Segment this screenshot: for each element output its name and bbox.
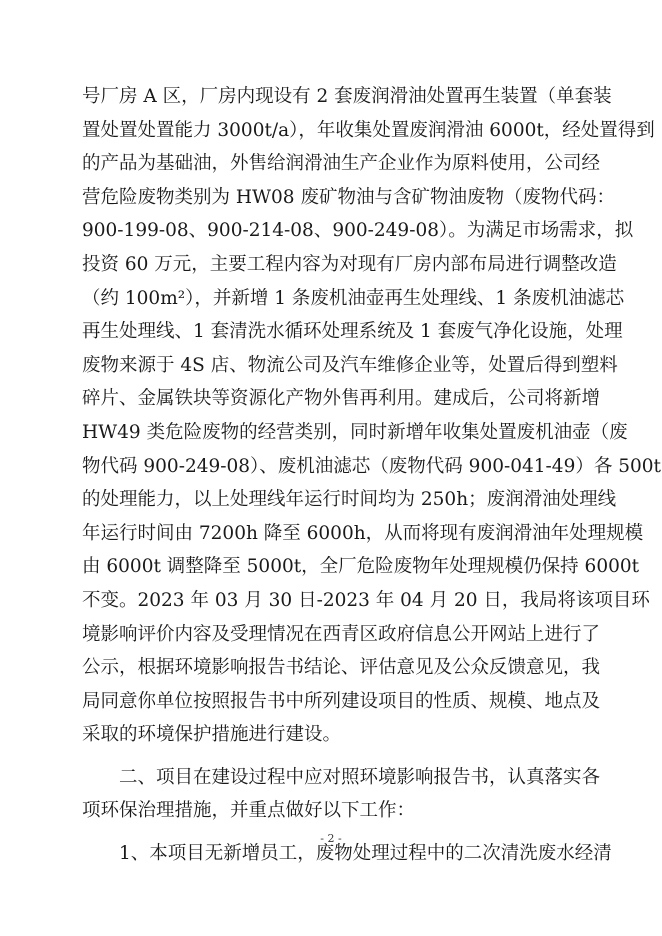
paragraph-spacer — [82, 752, 582, 761]
text-line: 二、项目在建设过程中应对照环境影响报告书，认真落实各 — [119, 766, 601, 788]
text-line: 的产品为基础油，外售给润滑油生产企业作为原料使用，公司经 — [82, 153, 601, 175]
text-line: 项环保治理措施，并重点做好以下工作： — [82, 800, 416, 822]
text-line: 碎片、金属铁块等资源化产物外售再利用。建成后，公司将新增 — [82, 388, 601, 410]
paragraph-section-two — [82, 761, 601, 828]
text-line: 年运行时间由 7200h 降至 6000h，从而将现有废润滑油年处理规模 — [82, 522, 644, 544]
text-line: 置处置处置能力 3000t/a），年收集处置废润滑油 6000t，经处置得到 — [82, 119, 655, 141]
text-line: HW49 类危险废物的经营类别，同时新增年收集处置废机油壶（废 — [82, 421, 628, 443]
text-line: 采取的环境保护措施进行建设。 — [82, 724, 342, 746]
text-line: 境影响评价内容及受理情况在西青区政府信息公开网站上进行了 — [82, 623, 601, 645]
text-line: 900-199-08、900-214-08、900-249-08）。为满足市场需求，拟 — [82, 220, 634, 242]
text-line: 局同意你单位按照报告书中所列建设项目的性质、规模、地点及 — [82, 690, 601, 712]
text-line: 废物来源于 4S 店、物流公司及汽车维修企业等，处置后得到塑料 — [82, 354, 618, 376]
text-line: 再生处理线、1 套清洗水循环处理系统及 1 套废气净化设施，处理 — [82, 321, 623, 343]
text-line: 物代码 900-249-08）、废机油滤芯（废物代码 900-041-49）各 500t — [82, 455, 661, 477]
text-line: 的处理能力，以上处理线年运行时间均为 250h；废润滑油处理线 — [82, 489, 617, 511]
text-line: （约 100m²），并新增 1 条废机油壶再生处理线、1 条废机油滤芯 — [82, 287, 625, 309]
text-line: 营危险废物类别为 HW08 废矿物油与含矿物油废物（废物代码： — [82, 186, 615, 208]
text-line: 号厂房 A 区，厂房内现设有 2 套废润滑油处置再生装置（单套装 — [82, 86, 612, 107]
text-line: 投资 60 万元，主要工程内容为对现有厂房内部布局进行调整改造 — [82, 253, 617, 275]
page-number: - 2 - — [320, 832, 342, 845]
text-line: 不变。2023 年 03 月 30 日-2023 年 04 月 20 日，我局将该项目环 — [82, 589, 650, 611]
text-line: 由 6000t 调整降至 5000t，全厂危险废物年处理规模仍保持 6000t — [82, 556, 640, 578]
document-body — [82, 80, 661, 871]
text-line: 公示，根据环境影响报告书结论、评估意见及公众反馈意见，我 — [82, 657, 601, 679]
text-line: 1、本项目无新增员工，废物处理过程中的二次清洗废水经清 — [119, 843, 612, 865]
paragraph-project-description — [82, 80, 661, 752]
